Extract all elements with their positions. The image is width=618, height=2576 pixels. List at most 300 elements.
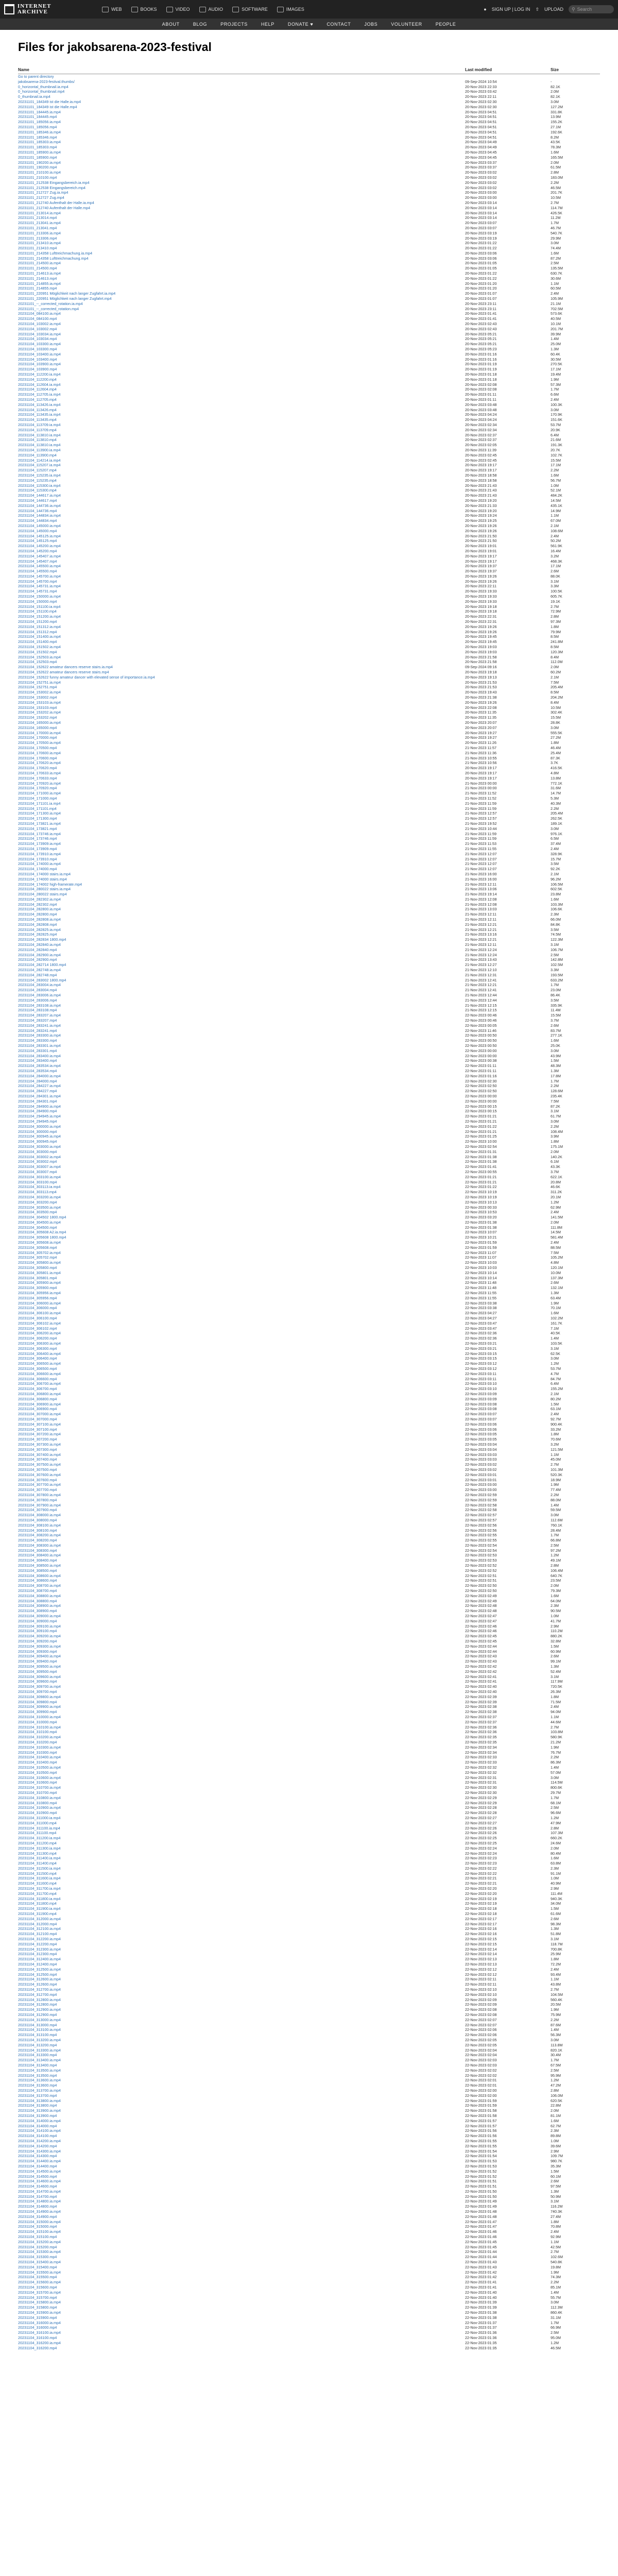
file-name-link[interactable]: 20231104_150000.ia.mp4: [18, 594, 61, 599]
file-name-link[interactable]: 20231104_313400.ia.mp4: [18, 2058, 61, 2063]
file-name-link[interactable]: 20231104_305956.ia.mp4: [18, 1291, 61, 1296]
file-name-link[interactable]: 20231104_151502.mp4: [18, 649, 57, 654]
file-name-link[interactable]: 20231104_282302.ia.mp4: [18, 896, 61, 902]
file-name-link[interactable]: 20231104_310100.ia.mp4: [18, 1724, 61, 1730]
file-name-link[interactable]: 20231104_310800.mp4: [18, 1800, 57, 1805]
file-name-link[interactable]: 20231104_307100.ia.mp4: [18, 1421, 61, 1427]
file-name-link[interactable]: 20231104_311400.mp4: [18, 1861, 57, 1866]
file-name-link[interactable]: 20231104_284000.mp4: [18, 1078, 57, 1083]
file-name-link[interactable]: 20231104_309100.mp4: [18, 1629, 57, 1634]
file-name-link[interactable]: 20231104_282800.mp4: [18, 912, 57, 917]
file-name-link[interactable]: 20231104_314400.mp4: [18, 2163, 57, 2168]
file-name-link[interactable]: 20231104_115235.ia.mp4: [18, 472, 61, 478]
file-name-link[interactable]: 20231104_306300.ia.mp4: [18, 1341, 61, 1346]
file-name-link[interactable]: 20231104_114214.ia.mp4: [18, 457, 61, 463]
file-name-link[interactable]: 20231104_311800.ia.mp4: [18, 1896, 61, 1901]
file-name-link[interactable]: 20231104_308200.ia.mp4: [18, 1533, 61, 1538]
file-name-link[interactable]: 20231104_145407.ia.mp4: [18, 553, 61, 558]
file-name-link[interactable]: 20231104_300000.mp4: [18, 1129, 57, 1134]
file-name-link[interactable]: 20231104_144834.mp4: [18, 518, 57, 523]
file-name-link[interactable]: 20231104_315300.ia.mp4: [18, 2249, 61, 2255]
file-name-link[interactable]: 20231101_210100.mp4: [18, 175, 57, 180]
file-name-link[interactable]: 20231104_309500.ia.mp4: [18, 1664, 61, 1669]
file-name-link[interactable]: 20231104_307600.mp4: [18, 1477, 57, 1482]
file-name-link[interactable]: 20231104_316200.mp4: [18, 2345, 57, 2350]
file-name-link[interactable]: 20231104_315100.ia.mp4: [18, 2229, 61, 2234]
file-name-link[interactable]: 20231104_305608.mp4: [18, 1245, 57, 1250]
file-name-link[interactable]: 20231104_315600.ia.mp4: [18, 2280, 61, 2285]
file-name-link[interactable]: 20231104_173821.ia.mp4: [18, 821, 61, 826]
file-name-link[interactable]: 20231104_303200.mp4: [18, 1199, 57, 1205]
file-name-link[interactable]: 20231104_307400.mp4: [18, 1457, 57, 1462]
file-name-link[interactable]: 20231104_309100.ia.mp4: [18, 1623, 61, 1629]
file-name-link[interactable]: 20231104_152622 amateur dancers reserve stairs.mp4: [18, 670, 109, 675]
file-name-link[interactable]: 20231104_316100.ia.mp4: [18, 2330, 61, 2335]
file-name-link[interactable]: 20231104_313600.ia.mp4: [18, 2078, 61, 2083]
file-name-link[interactable]: 20231104_313800.ia.mp4: [18, 2098, 61, 2103]
file-name-link[interactable]: 20231104_084100.mp4: [18, 316, 57, 321]
file-name-link[interactable]: 20231104_113435.mp4: [18, 417, 57, 422]
file-name-link[interactable]: 20231104_306700.mp4: [18, 1386, 57, 1392]
file-name-link[interactable]: 20231104_311800.mp4: [18, 1901, 57, 1906]
file-name-link[interactable]: 20231104_316100.mp4: [18, 2335, 57, 2340]
file-name-link[interactable]: 20231104_152622 amateur dancers reserve stairs.ia.mp4: [18, 665, 113, 670]
file-name-link[interactable]: 20231104_282714 1800.mp4: [18, 962, 66, 968]
file-name-link[interactable]: 20231104_153002.ia.mp4: [18, 690, 61, 695]
media-nav-software[interactable]: [232, 7, 268, 12]
file-name-link[interactable]: 20231104_153103.mp4: [18, 705, 57, 710]
file-name-link[interactable]: 20231104_306400.mp4: [18, 1356, 57, 1361]
file-name-link[interactable]: 20231104_145125.mp4: [18, 538, 57, 544]
file-name-link[interactable]: 20231104_170500.mp4: [18, 745, 57, 750]
subnav-item[interactable]: PEOPLE: [435, 22, 456, 27]
file-name-link[interactable]: 20231104_307900.ia.mp4: [18, 1502, 61, 1507]
file-name-link[interactable]: 20231104_284900.mp4: [18, 1109, 57, 1114]
file-name-link[interactable]: 20231104_144736.mp4: [18, 508, 57, 513]
file-name-link[interactable]: 20231104_283108.ia.mp4: [18, 1003, 61, 1008]
file-name-link[interactable]: 20231104_145125.ia.mp4: [18, 533, 61, 538]
file-name-link[interactable]: 20231104_309300.mp4: [18, 1649, 57, 1654]
file-name-link[interactable]: 20231104_170000.ia.mp4: [18, 730, 61, 735]
file-name-link[interactable]: 20231104_313700.mp4: [18, 2093, 57, 2098]
file-name-link[interactable]: 20231104_309500.mp4: [18, 1669, 57, 1674]
file-name-link[interactable]: 20231104_308300.ia.mp4: [18, 1543, 61, 1548]
file-name-link[interactable]: 20231104_312800.mp4: [18, 2002, 57, 2007]
file-name-link[interactable]: 20231104_309800.ia.mp4: [18, 1694, 61, 1699]
file-name-link[interactable]: 20231104_300945.mp4: [18, 1139, 57, 1144]
file-name-link[interactable]: 20231104_280022 stairs.ia.mp4: [18, 887, 71, 892]
file-name-link[interactable]: 20231104_282808.ia.mp4: [18, 917, 61, 922]
file-name-link[interactable]: 20231104_283207.ia.mp4: [18, 1013, 61, 1018]
file-name-link[interactable]: 20231104_313300.mp4: [18, 2053, 57, 2058]
file-name-link[interactable]: 20231104_284301.ia.mp4: [18, 1093, 61, 1098]
file-name-link[interactable]: 20231104_305956.mp4: [18, 1295, 57, 1300]
file-name-link[interactable]: 20231104_311900.mp4: [18, 1911, 57, 1917]
file-name-link[interactable]: 20231104_152503.ia.mp4: [18, 654, 61, 659]
file-name-link[interactable]: 20231104_306100.mp4: [18, 1316, 57, 1321]
file-name-link[interactable]: 20231104_308900.ia.mp4: [18, 1603, 61, 1608]
file-name-link[interactable]: 20231104_283241.ia.mp4: [18, 1023, 61, 1028]
file-name-link[interactable]: 20231101_212727 Zug.mp4: [18, 195, 64, 200]
file-name-link[interactable]: 20231104_304502 1800.mp4: [18, 1215, 66, 1220]
file-name-link[interactable]: 20231104_283006.ia.mp4: [18, 993, 61, 998]
file-name-link[interactable]: 20231104_151400.mp4: [18, 639, 57, 645]
file-name-link[interactable]: 20231104_284227.ia.mp4: [18, 1083, 61, 1089]
file-name-link[interactable]: 20231101_213410.mp4: [18, 246, 57, 251]
file-name-link[interactable]: 20231104_303500.ia.mp4: [18, 1205, 61, 1210]
file-name-link[interactable]: 20231104_306900.mp4: [18, 1406, 57, 1412]
file-name-link[interactable]: 20231104_308600.ia.mp4: [18, 1573, 61, 1578]
file-name-link[interactable]: 20231104_310500.ia.mp4: [18, 1765, 61, 1770]
file-name-link[interactable]: 20231104_305800.mp4: [18, 1265, 57, 1270]
file-name-link[interactable]: 20231104_305900.mp4: [18, 1285, 57, 1291]
file-name-link[interactable]: 20231104_303007.mp4: [18, 1169, 57, 1174]
file-name-link[interactable]: 20231104_307600.ia.mp4: [18, 1472, 61, 1477]
file-name-link[interactable]: 20231104_308200.mp4: [18, 1538, 57, 1543]
file-name-link[interactable]: 20231104_153202.ia.mp4: [18, 710, 61, 715]
file-name-link[interactable]: 20231104_170600.ia.mp4: [18, 750, 61, 755]
file-name-link[interactable]: 20231104_316200.ia.mp4: [18, 2340, 61, 2345]
file-name-link[interactable]: 20231101_185303.mp4: [18, 145, 57, 150]
file-name-link[interactable]: 20231101_213041.ia.mp4: [18, 221, 61, 226]
file-name-link[interactable]: 20231104_313200.ia.mp4: [18, 2037, 61, 2042]
file-name-link[interactable]: 20231104_309600.ia.mp4: [18, 1674, 61, 1679]
file-name-link[interactable]: 20231104_284227.mp4: [18, 1089, 57, 1094]
file-name-link[interactable]: 20231104_316000.ia.mp4: [18, 2320, 61, 2325]
file-name-link[interactable]: 20231104_283108.mp4: [18, 1008, 57, 1013]
file-name-link[interactable]: 20231104_282900.ia.mp4: [18, 952, 61, 957]
file-name-link[interactable]: 20231104_280022 stairs.mp4: [18, 892, 67, 897]
internet-archive-logo[interactable]: [4, 4, 102, 15]
file-name-link[interactable]: 20231104_310600.ia.mp4: [18, 1775, 61, 1780]
file-name-link[interactable]: 20231104_313600.mp4: [18, 2083, 57, 2088]
file-name-link[interactable]: 20231104_315600.mp4: [18, 2285, 57, 2290]
file-name-link[interactable]: 20231104_173909.ia.mp4: [18, 841, 61, 846]
file-name-link[interactable]: 20231104_315300.mp4: [18, 2255, 57, 2260]
file-name-link[interactable]: 20231104_151502.ia.mp4: [18, 645, 61, 650]
file-name-link[interactable]: 20231101_212538 Eingangsbereich.ia.mp4: [18, 180, 90, 185]
file-name-link[interactable]: 20231104_283207.mp4: [18, 1018, 57, 1023]
file-name-link[interactable]: 20231104_312400.mp4: [18, 1962, 57, 1967]
media-nav-images[interactable]: [277, 7, 304, 12]
file-name-link[interactable]: 20231104_170000.mp4: [18, 735, 57, 740]
file-name-link[interactable]: 20231104_310100.mp4: [18, 1730, 57, 1735]
file-name-link[interactable]: 20231104_171101.mp4: [18, 806, 57, 811]
file-name-link[interactable]: 20231104_307500.mp4: [18, 1467, 57, 1472]
file-name-link[interactable]: 20231104_283004.mp4: [18, 988, 57, 993]
file-name-link[interactable]: 20231101_212538 Eingangsbereich.mp4: [18, 185, 85, 190]
file-name-link[interactable]: 20231104_171000.ia.mp4: [18, 791, 61, 796]
file-name-link[interactable]: 20231104_282825.mp4: [18, 932, 57, 937]
file-name-link[interactable]: 20231104_152503.mp4: [18, 659, 57, 665]
file-name-link[interactable]: 20231104_315400.ia.mp4: [18, 2260, 61, 2265]
file-name-link[interactable]: 20231104_315500.ia.mp4: [18, 2269, 61, 2275]
file-name-link[interactable]: 20231104_174000.mp4: [18, 867, 57, 872]
file-name-link[interactable]: 20231104_145200.ia.mp4: [18, 544, 61, 549]
file-name-link[interactable]: 20231104_308100.ia.mp4: [18, 1522, 61, 1528]
file-name-link[interactable]: 20231104_145200.mp4: [18, 548, 57, 553]
subnav-item[interactable]: HELP: [261, 22, 274, 27]
file-name-link[interactable]: 20231104_307900.mp4: [18, 1507, 57, 1513]
file-name-link[interactable]: 20231104_305702.ia.mp4: [18, 1250, 61, 1255]
file-name-link[interactable]: 20231104_305608.ia.mp4: [18, 1240, 61, 1245]
column-header-name[interactable]: Name: [18, 67, 465, 74]
file-name-link[interactable]: 20231104_314000.ia.mp4: [18, 2118, 61, 2123]
file-name-link[interactable]: 20231104_306800.mp4: [18, 1396, 57, 1401]
file-name-link[interactable]: 20231104_312100.mp4: [18, 1931, 57, 1937]
file-name-link[interactable]: 20231104_283301.mp4: [18, 1048, 57, 1053]
file-name-link[interactable]: 20231104_153002.mp4: [18, 695, 57, 700]
file-name-link[interactable]: 20231104_315200.mp4: [18, 2244, 57, 2249]
file-name-link[interactable]: 20231104_314500.mp4: [18, 2174, 57, 2179]
file-name-link[interactable]: 20231104_313900.ia.mp4: [18, 2108, 61, 2113]
file-name-link[interactable]: 20231104_315800.ia.mp4: [18, 2300, 61, 2305]
file-name-link[interactable]: 20231104_310900.mp4: [18, 1810, 57, 1816]
file-name-link[interactable]: 20231104_312300.ia.mp4: [18, 1946, 61, 1952]
file-name-link[interactable]: 20231101_220951 Möglichkeit nach langer Zugfahrt.mp4: [18, 296, 112, 301]
file-name-link[interactable]: 20231101_213306.ia.mp4: [18, 230, 61, 235]
file-name-link[interactable]: 20231104_145000.mp4: [18, 528, 57, 533]
upload-icon[interactable]: ⇧: [535, 6, 539, 12]
file-name-link[interactable]: 20231104_284000.ia.mp4: [18, 1073, 61, 1078]
file-name-link[interactable]: 20231104_294945.ia.mp4: [18, 1114, 61, 1119]
file-name-link[interactable]: 20231104_283300.ia.mp4: [18, 1033, 61, 1038]
file-name-link[interactable]: 20231104_115207.ia.mp4: [18, 463, 61, 468]
file-name-link[interactable]: 20231104_314700.mp4: [18, 2194, 57, 2199]
file-name-link[interactable]: 20231104_313000.ia.mp4: [18, 2017, 61, 2022]
file-name-link[interactable]: 20231104_151400.ia.mp4: [18, 634, 61, 639]
file-name-link[interactable]: 20231104_150000.mp4: [18, 599, 57, 604]
file-name-link[interactable]: 20231104_283301.ia.mp4: [18, 1043, 61, 1048]
file-name-link[interactable]: 20231104_145407.mp4: [18, 558, 57, 564]
file-name-link[interactable]: 20231104_307200.ia.mp4: [18, 1432, 61, 1437]
file-name-link[interactable]: 20231104_103900.ia.mp4: [18, 362, 61, 367]
file-name-link[interactable]: 20231104_173909.mp4: [18, 846, 57, 851]
file-name-link[interactable]: 20231101_214855.mp4: [18, 286, 57, 291]
file-name-link[interactable]: 20231104_313100.mp4: [18, 2032, 57, 2038]
file-name-link[interactable]: 20231101_--_corrected_rotation.mp4: [18, 306, 79, 311]
file-name-link[interactable]: 20231104_304500.mp4: [18, 1225, 57, 1230]
file-name-link[interactable]: 20231104_170500.ia.mp4: [18, 740, 61, 745]
file-name-link[interactable]: 20231104_170620.ia.mp4: [18, 760, 61, 766]
file-name-link[interactable]: 20231104_308100.mp4: [18, 1528, 57, 1533]
file-name-link[interactable]: 20231104_151100.ia.mp4: [18, 604, 61, 609]
file-name-link[interactable]: 20231104_173910.ia.mp4: [18, 851, 61, 856]
file-name-link[interactable]: 20231104_313200.mp4: [18, 2042, 57, 2047]
file-name-link[interactable]: 20231104_282834 1800.mp4: [18, 937, 66, 942]
file-name-link[interactable]: 20231104_312900.ia.mp4: [18, 2007, 61, 2012]
file-name-link[interactable]: 20231104_303000.ia.mp4: [18, 1144, 61, 1149]
file-name-link[interactable]: 20231104_306100.ia.mp4: [18, 1311, 61, 1316]
file-name-link[interactable]: 20231104_310400.ia.mp4: [18, 1755, 61, 1760]
file-name-link[interactable]: 20231104_309700.mp4: [18, 1689, 57, 1694]
file-name-link[interactable]: 20231104_305608 1800.mp4: [18, 1235, 66, 1240]
upload-link[interactable]: UPLOAD: [544, 7, 563, 12]
file-name-link[interactable]: 20231104_283241.mp4: [18, 1028, 57, 1033]
file-name-link[interactable]: 20231104_309300.ia.mp4: [18, 1643, 61, 1649]
file-name-link[interactable]: 20231104_113709.ia.mp4: [18, 422, 61, 427]
file-name-link[interactable]: 20231104_312500.ia.mp4: [18, 1967, 61, 1972]
file-name-link[interactable]: 20231104_314900.mp4: [18, 2214, 57, 2219]
file-name-link[interactable]: 20231104_313500.mp4: [18, 2073, 57, 2078]
file-name-link[interactable]: 20231101_214855.ia.mp4: [18, 281, 61, 286]
file-name-link[interactable]: 20231104_312600.mp4: [18, 1982, 57, 1987]
file-name-link[interactable]: 20231104_306200.mp4: [18, 1336, 57, 1341]
file-name-link[interactable]: 20231104_313000.mp4: [18, 2022, 57, 2027]
file-name-link[interactable]: 20231104_152751.mp4: [18, 685, 57, 690]
file-name-link[interactable]: 20231104_308000.ia.mp4: [18, 1513, 61, 1518]
media-nav-audio[interactable]: [199, 7, 224, 12]
file-name-link[interactable]: 20231104_113900.mp4: [18, 452, 57, 457]
file-name-link[interactable]: 20231104_311100.ia.mp4: [18, 1825, 60, 1831]
file-name-link[interactable]: 20231104_314400.ia.mp4: [18, 2159, 61, 2164]
file-name-link[interactable]: 20231104_145731.mp4: [18, 589, 57, 594]
file-name-link[interactable]: 20231101_--_corrected_rotation.ia.mp4: [18, 301, 83, 306]
file-name-link[interactable]: 20231104_308700.ia.mp4: [18, 1583, 61, 1588]
file-name-link[interactable]: 20231104_145731.ia.mp4: [18, 584, 61, 589]
file-name-link[interactable]: 20231104_300000.ia.mp4: [18, 1124, 61, 1129]
file-name-link[interactable]: 20231104_103400.ia.mp4: [18, 351, 61, 357]
file-name-link[interactable]: 20231104_307100.mp4: [18, 1427, 57, 1432]
file-name-link[interactable]: 20231104_103034.mp4: [18, 336, 57, 342]
file-name-link[interactable]: 20231104_314600.ia.mp4: [18, 2179, 61, 2184]
file-name-link[interactable]: 20231104_145700.ia.mp4: [18, 573, 61, 579]
file-name-link[interactable]: 20231104_112705.ia.mp4: [18, 392, 61, 397]
file-name-link[interactable]: 20231104_315800.mp4: [18, 2305, 57, 2310]
file-name-link[interactable]: 20231104_170633.ia.mp4: [18, 770, 61, 775]
file-name-link[interactable]: 20231104_315200.ia.mp4: [18, 2239, 61, 2244]
file-name-link[interactable]: 20231104_311700.ia.mp4: [18, 1886, 61, 1891]
file-name-link[interactable]: 20231104_165000.ia.mp4: [18, 720, 61, 725]
file-name-link[interactable]: 20231104_171101.ia.mp4: [18, 801, 61, 806]
file-name-link[interactable]: 20231104_310300.ia.mp4: [18, 1744, 61, 1750]
file-name-link[interactable]: 20231104_303002.mp4: [18, 1159, 57, 1164]
file-name-link[interactable]: 20231104_308700.mp4: [18, 1588, 57, 1594]
file-name-link[interactable]: 20231104_312800.ia.mp4: [18, 1997, 61, 2002]
file-name-link[interactable]: 20231104_173821.mp4: [18, 826, 57, 831]
file-name-link[interactable]: 20231104_283534.ia.mp4: [18, 1063, 61, 1069]
file-name-link[interactable]: 20231104_307800.ia.mp4: [18, 1492, 61, 1497]
file-name-link[interactable]: 20231104_283004.ia.mp4: [18, 982, 61, 988]
user-icon[interactable]: ●: [484, 7, 487, 12]
file-name-link[interactable]: 20231104_307500.ia.mp4: [18, 1462, 61, 1467]
file-name-link[interactable]: 20231104_314800.ia.mp4: [18, 2199, 61, 2204]
file-name-link[interactable]: 20231104_283400.ia.mp4: [18, 1053, 61, 1058]
file-name-link[interactable]: 20231104_309000.ia.mp4: [18, 1614, 61, 1619]
file-name-link[interactable]: 20231104_313500.ia.mp4: [18, 2067, 61, 2073]
file-name-link[interactable]: 20231104_173746.ia.mp4: [18, 831, 61, 836]
file-name-link[interactable]: 20231104_171300.ia.mp4: [18, 811, 61, 816]
file-name-link[interactable]: 20231101_214500.ia.mp4: [18, 261, 61, 266]
file-name-link[interactable]: 20231104_314300.ia.mp4: [18, 2148, 61, 2154]
file-name-link[interactable]: 20231104_303500.mp4: [18, 1210, 57, 1215]
file-name-link[interactable]: 20231104_144834.ia.mp4: [18, 513, 61, 518]
file-name-link[interactable]: 20231104_309200.ia.mp4: [18, 1634, 61, 1639]
file-name-link[interactable]: 20231104_311200.mp4: [18, 1840, 57, 1845]
file-name-link[interactable]: 20231104_152622 funny amateur dancer with elevated sense of importance.ia.mp4: [18, 674, 155, 680]
file-name-link[interactable]: 20231104_303002.ia.mp4: [18, 1154, 61, 1159]
file-name-link[interactable]: 20231104_310900.ia.mp4: [18, 1805, 61, 1810]
file-name-link[interactable]: 20231104_310500.mp4: [18, 1770, 57, 1775]
file-name-link[interactable]: 20231104_312500.mp4: [18, 1972, 57, 1977]
file-name-link[interactable]: 20231104_308800.mp4: [18, 1598, 57, 1603]
file-name-link[interactable]: 20231104_305801.mp4: [18, 1275, 57, 1280]
file-name-link[interactable]: 20231104_151200.ia.mp4: [18, 614, 61, 619]
file-name-link[interactable]: 20231104_113810.mp4: [18, 437, 57, 443]
file-name-link[interactable]: 20231104_282808.mp4: [18, 922, 57, 927]
file-name-link[interactable]: 20231104_084100.ia.mp4: [18, 311, 61, 316]
file-name-link[interactable]: 20231104_313800.mp4: [18, 2103, 57, 2108]
file-name-link[interactable]: 20231104_306500.ia.mp4: [18, 1361, 61, 1366]
file-name-link[interactable]: 20231104_315900.mp4: [18, 2315, 57, 2320]
file-name-link[interactable]: 20231104_305702.mp4: [18, 1255, 57, 1260]
file-name-link[interactable]: 20231101_212727 Zug.ia.mp4: [18, 190, 68, 195]
file-name-link[interactable]: 20231104_145500.ia.mp4: [18, 564, 61, 569]
file-name-link[interactable]: Go to parent directory: [18, 74, 54, 79]
file-name-link[interactable]: 20231104_312300.mp4: [18, 1952, 57, 1957]
file-name-link[interactable]: 20231101_185346.mp4: [18, 134, 57, 140]
subnav-item[interactable]: CONTACT: [327, 22, 351, 27]
file-name-link[interactable]: jakobsarena-2023-festival.thumbs/: [18, 79, 75, 84]
file-name-link[interactable]: 20231101_184349 ist die Halle.ia.mp4: [18, 99, 81, 104]
file-name-link[interactable]: 20231104_113709.mp4: [18, 427, 57, 432]
file-name-link[interactable]: 20231104_152751.ia.mp4: [18, 680, 61, 685]
file-name-link[interactable]: 20231101_185056.ia.mp4: [18, 120, 61, 125]
file-name-link[interactable]: 20231104_314100.ia.mp4: [18, 2128, 61, 2133]
file-name-link[interactable]: 20231104_307400.ia.mp4: [18, 1452, 61, 1457]
file-name-link[interactable]: 20231104_308900.mp4: [18, 1608, 57, 1614]
file-name-link[interactable]: 20231104_300945.ia.mp4: [18, 1134, 61, 1139]
file-name-link[interactable]: 20231104_314700.ia.mp4: [18, 2189, 61, 2194]
file-name-link[interactable]: 20231104_115300.mp4: [18, 488, 57, 493]
file-name-link[interactable]: 20231104_315700.ia.mp4: [18, 2290, 61, 2295]
file-name-link[interactable]: 20231104_311600.mp4: [18, 1881, 57, 1886]
file-name-link[interactable]: 20231104_310000.mp4: [18, 1719, 57, 1724]
file-name-link[interactable]: 20231104_310600.mp4: [18, 1780, 57, 1785]
file-name-link[interactable]: 20231104_306102.ia.mp4: [18, 1320, 61, 1326]
subnav-item[interactable]: VOLUNTEER: [391, 22, 422, 27]
file-name-link[interactable]: 20231104_315100.mp4: [18, 2234, 57, 2240]
file-name-link[interactable]: 20231101_220951 Möglichkeit nach langer Zugfahrt.ia.mp4: [18, 291, 116, 296]
file-name-link[interactable]: 20231104_283002 1800.mp4: [18, 977, 66, 982]
file-name-link[interactable]: 20231104_310200.ia.mp4: [18, 1735, 61, 1740]
file-name-link[interactable]: 20231104_303007.ia.mp4: [18, 1164, 61, 1170]
file-name-link[interactable]: 20231104_174000 stairs.ia.mp4: [18, 871, 71, 876]
file-name-link[interactable]: 20231101_185900.ia.mp4: [18, 149, 61, 155]
file-name-link[interactable]: 20231104_305608 A2.ia.mp4: [18, 1230, 66, 1235]
file-name-link[interactable]: 20231101_185346.ia.mp4: [18, 129, 61, 134]
file-name-link[interactable]: 20231104_312200.ia.mp4: [18, 1937, 61, 1942]
subnav-item[interactable]: BLOG: [193, 22, 208, 27]
file-name-link[interactable]: 20231104_113426.ia.mp4: [18, 402, 61, 407]
file-name-link[interactable]: 20231104_312700.mp4: [18, 1992, 57, 1997]
file-name-link[interactable]: 20231104_312100.ia.mp4: [18, 1926, 61, 1931]
file-name-link[interactable]: 20231104_314800.mp4: [18, 2204, 57, 2209]
file-name-link[interactable]: 20231104_151100.mp4: [18, 609, 57, 614]
file-name-link[interactable]: 20231104_115300.ia.mp4: [18, 483, 61, 488]
file-name-link[interactable]: 20231104_303100.mp4: [18, 1179, 57, 1184]
file-name-link[interactable]: 20231104_308500.mp4: [18, 1568, 57, 1573]
file-name-link[interactable]: 20231104_314600.mp4: [18, 2184, 57, 2189]
file-name-link[interactable]: 20231101_212740 Aufenthalt der Halle.ia.mp4: [18, 200, 94, 205]
file-name-link[interactable]: 20231104_165000.mp4: [18, 725, 57, 730]
file-name-link[interactable]: 20231104_115235.mp4: [18, 478, 57, 483]
file-name-link[interactable]: 20231104_307800.mp4: [18, 1497, 57, 1502]
file-name-link[interactable]: 20231104_306102.mp4: [18, 1326, 57, 1331]
subnav-item[interactable]: DONATE ♥: [287, 22, 314, 27]
file-name-link[interactable]: 20231104_282748.mp4: [18, 972, 57, 977]
file-name-link[interactable]: 20231104_312200.mp4: [18, 1941, 57, 1946]
